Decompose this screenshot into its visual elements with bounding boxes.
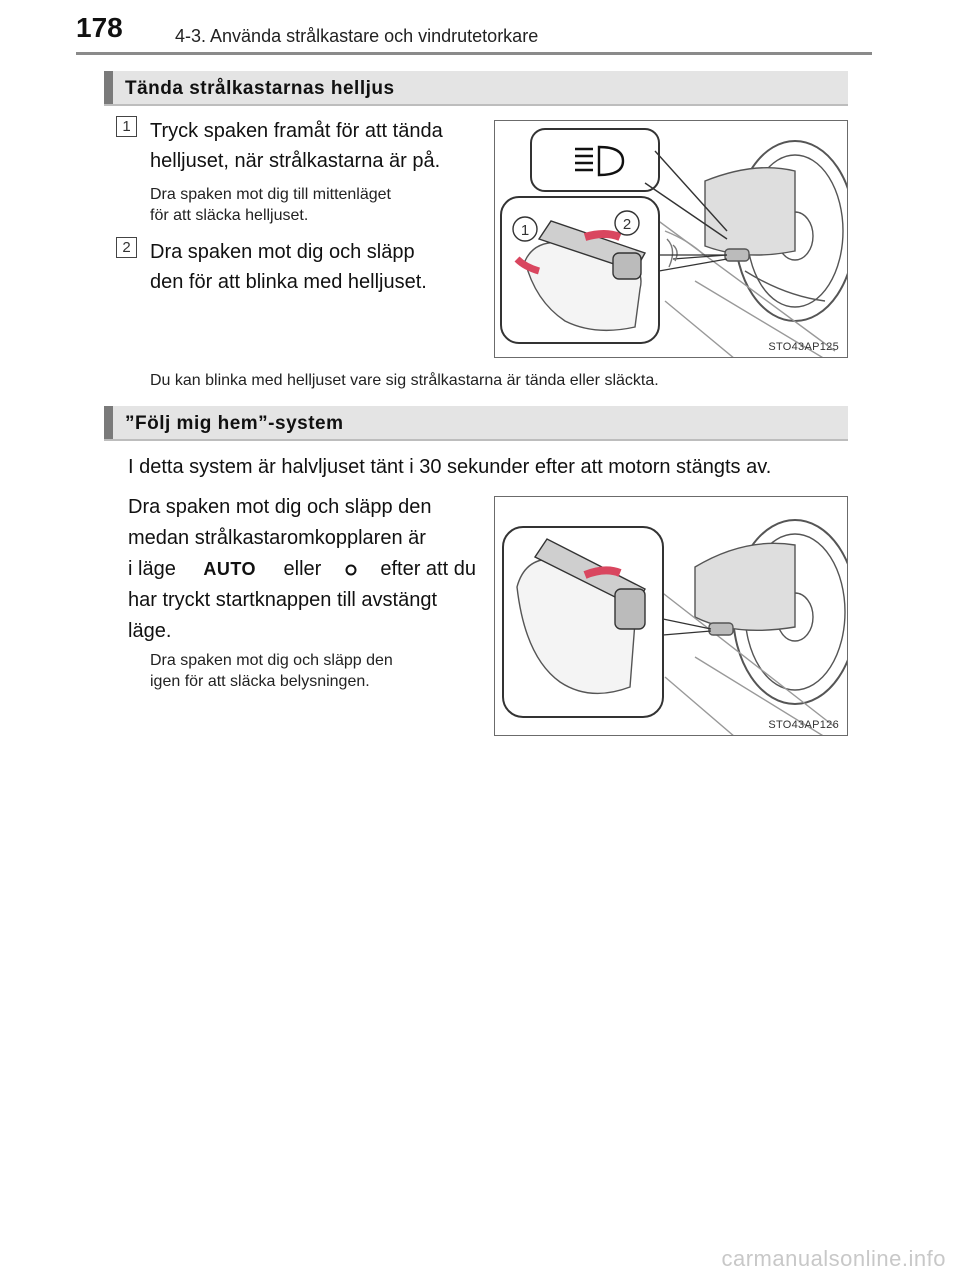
- step-1-note-line-1: Dra spaken mot dig till mittenläget: [150, 186, 391, 203]
- step-1-text: [150, 116, 480, 176]
- body-line-3-c: efter att du: [380, 558, 476, 580]
- body-line-5: läge.: [128, 620, 172, 642]
- body-line-3-a: i läge: [128, 558, 176, 580]
- low-beam-indicator-icon: [339, 560, 363, 580]
- follow-me-body: [128, 492, 476, 647]
- lever-illustration: [495, 121, 848, 358]
- note-line-1: Dra spaken mot dig och släpp den: [150, 652, 393, 669]
- step-1-note-line-2: för att släcka helljuset.: [150, 207, 309, 224]
- figure-code: STO43AP125: [768, 341, 839, 353]
- body-line-3: [128, 554, 476, 585]
- figure-code: STO43AP126: [768, 719, 839, 731]
- section-title: ”Följ mig hem”-system: [125, 413, 344, 434]
- section-heading-follow-me-home: [104, 406, 848, 441]
- auto-position-label: AUTO: [203, 559, 256, 579]
- step-marker-2: 2: [116, 237, 137, 258]
- page-number: 178: [76, 12, 123, 43]
- note-line-2: igen för att släcka belysningen.: [150, 673, 370, 690]
- body-line-1: Dra spaken mot dig och släpp den: [128, 496, 432, 518]
- body-line-2: medan strålkastaromkopplaren är: [128, 527, 426, 549]
- callout-label-2: 2: [622, 216, 632, 233]
- callout-label-1: 1: [520, 222, 530, 239]
- watermark: carmanualsonline.info: [721, 1246, 946, 1271]
- step-1-line-2: helljuset, när strålkastarna är på.: [150, 150, 441, 172]
- step-1-note: [150, 184, 478, 226]
- section-heading-high-beam: [104, 71, 848, 106]
- step-2-line-1: Dra spaken mot dig och släpp: [150, 241, 415, 263]
- step-marker-1: 1: [116, 116, 137, 137]
- figure-follow-me-lever: [494, 496, 848, 736]
- step-2-text: [150, 237, 480, 297]
- follow-me-illustration: [495, 497, 848, 736]
- running-title: 4-3. Använda strålkastare och vindrutetorkare: [175, 26, 539, 46]
- section-accent: [104, 71, 113, 104]
- figure-high-beam-lever: [494, 120, 848, 358]
- flash-note: Du kan blinka med helljuset vare sig strålkastarna är tända eller släckta.: [150, 372, 659, 389]
- follow-me-intro: I detta system är halvljuset tänt i 30 sekunder efter att motorn stängts av.: [128, 456, 772, 478]
- follow-me-note: [150, 650, 476, 692]
- step-1-line-1: Tryck spaken framåt för att tända: [150, 120, 443, 142]
- section-title: Tända strålkastarnas helljus: [125, 78, 395, 99]
- body-line-4: har tryckt startknappen till avstängt: [128, 589, 438, 611]
- step-2-line-2: den för att blinka med helljuset.: [150, 271, 427, 293]
- section-accent: [104, 406, 113, 439]
- header-rule: [76, 52, 872, 55]
- body-line-3-b: eller: [283, 558, 322, 580]
